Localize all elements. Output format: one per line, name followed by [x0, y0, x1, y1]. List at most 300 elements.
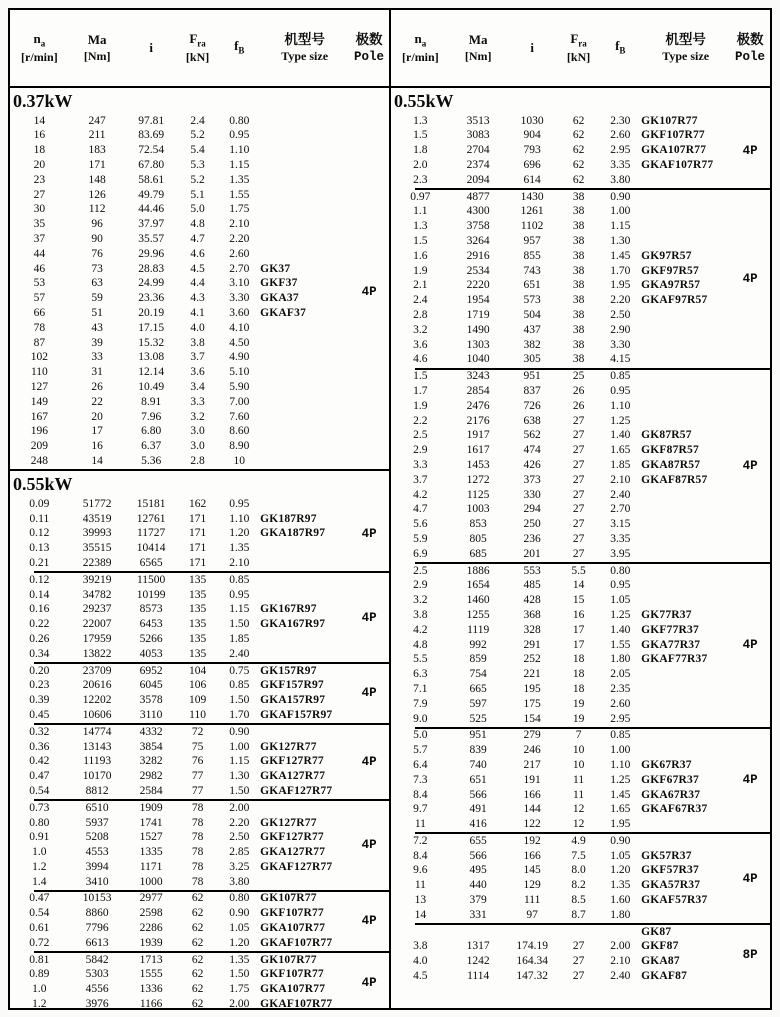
value-cell: 859	[469, 653, 487, 666]
value-cell: 0.80	[229, 114, 250, 127]
value-cell: 6.9	[413, 547, 428, 560]
value-cell: 1.1	[413, 205, 428, 218]
value-cell: 38	[572, 338, 585, 351]
value-cell: 5.2	[190, 173, 205, 186]
table-row	[391, 834, 770, 849]
table-row	[391, 532, 770, 547]
table-row	[10, 542, 389, 557]
value-cell: 39993	[82, 527, 112, 540]
value-cell: 59	[91, 292, 103, 305]
value-cell: 2.70	[610, 503, 631, 516]
value-cell: 1.80	[610, 908, 631, 921]
table-row	[391, 940, 770, 955]
table-row	[10, 588, 389, 603]
value-cell: 5.5	[571, 564, 586, 577]
value-cell: 87	[33, 336, 46, 349]
value-cell: 27	[572, 940, 585, 953]
value-cell: 754	[469, 668, 487, 681]
value-cell: 27	[572, 488, 585, 501]
value-cell: 5208	[85, 831, 109, 844]
value-cell: 38	[572, 294, 585, 307]
value-cell: 0.09	[29, 497, 50, 510]
table-row	[391, 653, 770, 668]
value-cell: 2.60	[229, 247, 250, 260]
value-cell: 171	[188, 556, 207, 569]
value-cell: 4.8	[413, 638, 428, 651]
ratio-group	[391, 370, 770, 562]
value-cell: 1.7	[413, 384, 428, 397]
value-cell: 3.80	[229, 875, 250, 888]
column-header-unit: Pole	[735, 49, 766, 64]
value-cell: 78	[191, 860, 204, 873]
value-cell: 167	[30, 410, 48, 423]
value-cell: 1.15	[229, 159, 250, 172]
value-cell: 2584	[139, 784, 163, 797]
value-cell: 3.25	[229, 860, 250, 873]
table-row	[10, 755, 389, 770]
value-cell: 3758	[466, 220, 490, 233]
table-row	[391, 429, 770, 444]
value-cell: 491	[469, 803, 487, 816]
value-cell: 38	[572, 323, 585, 336]
value-cell: 23	[33, 173, 46, 186]
table-row	[10, 114, 389, 129]
column-header-5	[641, 31, 730, 64]
value-cell: 51772	[82, 497, 112, 510]
model-name: GK57R37	[641, 849, 692, 862]
value-cell: 2.20	[610, 294, 631, 307]
value-cell: 3.35	[610, 159, 631, 172]
model-name: GKF157R97	[260, 679, 324, 692]
value-cell: 1.50	[229, 694, 250, 707]
model-name: GK37	[260, 262, 291, 275]
table-row	[10, 708, 389, 723]
value-cell: 5.0	[413, 729, 428, 742]
value-cell: 3.7	[413, 473, 428, 486]
column-header-label: Ma	[468, 31, 488, 47]
table-row	[10, 158, 389, 173]
table-row	[391, 158, 770, 173]
table-row	[391, 399, 770, 414]
value-cell: 1.75	[229, 203, 250, 216]
value-cell: 201	[523, 547, 541, 560]
value-cell: 1954	[466, 294, 490, 307]
model-name: GK77R37	[641, 608, 692, 621]
value-cell: 416	[469, 818, 487, 831]
value-cell: 2.85	[229, 846, 250, 859]
value-cell: 1.35	[229, 173, 250, 186]
value-cell: 2.1	[413, 279, 428, 292]
value-cell: 651	[469, 773, 487, 786]
value-cell: 17	[91, 425, 103, 438]
value-cell: 2704	[466, 144, 490, 157]
table-row	[391, 353, 770, 368]
model-name: GKAF77R37	[641, 653, 708, 666]
value-cell: 951	[523, 370, 541, 383]
value-cell: 1.20	[610, 864, 631, 877]
column-header-1	[69, 32, 126, 64]
value-cell: 3.0	[190, 440, 205, 453]
value-cell: 3.35	[610, 532, 631, 545]
value-cell: 426	[523, 458, 541, 471]
value-cell: 0.21	[29, 556, 50, 569]
table-row	[391, 249, 770, 264]
value-cell: 1.9	[413, 264, 428, 277]
value-cell: 0.13	[29, 542, 50, 555]
value-cell: 1119	[467, 623, 490, 636]
value-cell: 97	[526, 908, 538, 921]
model-name: GK157R97	[260, 664, 317, 677]
value-cell: 2.00	[229, 801, 250, 814]
column-header-unit: [Nm]	[464, 48, 492, 63]
model-name: GKA57R37	[641, 879, 701, 892]
table-row	[10, 395, 389, 410]
value-cell: 1.05	[229, 922, 250, 935]
value-cell: 0.39	[29, 694, 50, 707]
value-cell: 1125	[466, 488, 490, 501]
value-cell: 0.90	[229, 725, 250, 738]
value-cell: 10153	[82, 892, 112, 905]
value-cell: 10	[233, 454, 246, 467]
value-cell: 1527	[139, 831, 163, 844]
value-cell: 1000	[139, 875, 163, 888]
value-cell: 8860	[85, 907, 109, 920]
value-cell: 83.69	[138, 129, 165, 142]
value-cell: 0.23	[29, 679, 50, 692]
pole-badge: 4P	[361, 975, 377, 990]
value-cell: 0.85	[610, 729, 631, 742]
value-cell: 62	[572, 173, 585, 186]
value-cell: 27	[572, 547, 585, 560]
column-header-0	[10, 31, 69, 66]
value-cell: 76	[91, 247, 103, 260]
column-header-label: $f_B$	[234, 38, 245, 56]
column-header-label: $F_{ra}$	[189, 30, 206, 49]
value-cell: 1261	[520, 205, 544, 218]
value-cell: 11	[414, 879, 426, 892]
value-cell: 2.60	[610, 129, 631, 142]
value-cell: 2.0	[413, 159, 428, 172]
value-cell: 665	[469, 682, 487, 695]
value-cell: 5.6	[413, 518, 428, 531]
value-cell: 12.14	[138, 366, 165, 379]
value-cell: 0.90	[610, 190, 631, 203]
value-cell: 2.00	[229, 998, 250, 1008]
value-cell: 839	[469, 744, 487, 757]
value-cell: 2.40	[610, 970, 631, 983]
value-cell: 4.9	[571, 834, 586, 847]
value-cell: 1.55	[229, 188, 250, 201]
table-row	[391, 608, 770, 623]
value-cell: 3.30	[229, 292, 250, 305]
value-cell: 2534	[466, 264, 490, 277]
table-row	[10, 875, 389, 890]
power-section	[10, 88, 389, 469]
value-cell: 96	[91, 218, 103, 231]
value-cell: 1.15	[229, 603, 250, 616]
value-cell: 2854	[466, 384, 490, 397]
value-cell: 135	[188, 632, 207, 645]
value-cell: 13.08	[138, 351, 165, 364]
value-cell: 109	[188, 694, 207, 707]
table-row	[10, 306, 389, 321]
value-cell: 553	[523, 564, 541, 577]
table-row	[10, 425, 389, 440]
table-row	[391, 697, 770, 712]
value-cell: 2.4	[413, 294, 428, 307]
value-cell: 8.91	[141, 395, 162, 408]
table-row	[391, 955, 770, 970]
table-row	[10, 188, 389, 203]
value-cell: 8.4	[413, 788, 428, 801]
value-cell: 209	[30, 440, 48, 453]
column-header-unit: Type size	[662, 48, 710, 63]
value-cell: 196	[30, 425, 48, 438]
table-row	[391, 547, 770, 562]
value-cell: 1.10	[229, 512, 250, 525]
value-cell: 62	[191, 953, 204, 966]
column-header-label: $f_B$	[615, 38, 626, 56]
value-cell: 2.10	[610, 955, 631, 968]
value-cell: 0.14	[29, 588, 50, 601]
value-cell: 3410	[85, 875, 109, 888]
value-cell: 4.7	[190, 233, 205, 246]
value-cell: 15181	[136, 497, 166, 510]
value-cell: 1.8	[413, 144, 428, 157]
table-row	[10, 321, 389, 336]
value-cell: 62	[191, 998, 204, 1008]
value-cell: 0.80	[229, 892, 250, 905]
value-cell: 3282	[139, 755, 163, 768]
value-cell: 77	[191, 784, 204, 797]
table-row	[10, 366, 389, 381]
value-cell: 10.49	[138, 380, 165, 393]
value-cell: 11500	[136, 573, 166, 586]
value-cell: 1.0	[32, 983, 47, 996]
value-cell: 638	[523, 414, 541, 427]
value-cell: 24.99	[138, 277, 165, 290]
value-cell: 5.7	[413, 744, 428, 757]
value-cell: 7.2	[413, 834, 428, 847]
pole-badge: 4P	[742, 143, 758, 158]
section-title: 0.37kW	[13, 90, 73, 111]
value-cell: 2977	[139, 892, 163, 905]
value-cell: 2.70	[229, 262, 250, 275]
value-cell: 12761	[136, 512, 166, 525]
value-cell: 4.0	[190, 321, 205, 334]
value-cell: 2.20	[229, 816, 250, 829]
value-cell: 19	[572, 697, 585, 710]
model-name: GKF57R37	[641, 864, 699, 877]
value-cell: 0.73	[29, 801, 50, 814]
value-cell: 14	[33, 114, 46, 127]
value-cell: 573	[523, 294, 541, 307]
value-cell: 171	[188, 527, 207, 540]
value-cell: 211	[88, 129, 106, 142]
value-cell: 3083	[466, 129, 490, 142]
ratio-group	[10, 573, 389, 662]
table-row	[391, 264, 770, 279]
value-cell: 4.1	[190, 307, 205, 319]
value-cell: 135	[188, 588, 207, 601]
value-cell: 1255	[466, 608, 490, 621]
value-cell: 191	[523, 773, 541, 786]
value-cell: 3.2	[190, 410, 205, 423]
value-cell: 6.4	[413, 758, 428, 771]
model-name: GKF127R77	[260, 755, 324, 768]
value-cell: 13	[414, 894, 427, 907]
value-cell: 58.61	[138, 173, 165, 186]
value-cell: 2.95	[610, 712, 631, 725]
model-name: GKA157R97	[260, 694, 326, 707]
table-row	[391, 849, 770, 864]
table-row	[391, 144, 770, 159]
value-cell: 368	[523, 608, 541, 621]
value-cell: 1.2	[32, 998, 47, 1008]
value-cell: 7.00	[229, 395, 250, 408]
value-cell: 38	[572, 353, 585, 366]
value-cell: 62	[191, 907, 204, 920]
value-cell: 35515	[82, 542, 112, 555]
table-row	[10, 725, 389, 740]
value-cell: 1939	[139, 936, 163, 949]
model-name: GKA67R37	[641, 788, 701, 801]
value-cell: 2.50	[610, 309, 631, 321]
value-cell: 1.75	[229, 983, 250, 996]
table-row	[10, 860, 389, 875]
pole-badge: 4P	[742, 773, 758, 788]
value-cell: 1003	[466, 503, 490, 516]
column-header-1	[450, 32, 507, 64]
value-cell: 22007	[82, 618, 112, 631]
value-cell: 2.20	[229, 233, 250, 246]
value-cell: 19	[572, 712, 585, 725]
ratio-group	[391, 729, 770, 833]
table-row	[391, 338, 770, 353]
value-cell: 23.36	[138, 292, 165, 305]
value-cell: 0.85	[229, 679, 250, 692]
model-name: GKAF97R57	[641, 294, 708, 307]
ratio-group	[10, 892, 389, 951]
value-cell: 0.47	[29, 892, 50, 905]
value-cell: 25	[572, 370, 585, 383]
value-cell: 4.7	[413, 503, 428, 516]
table-row	[391, 503, 770, 518]
value-cell: 2.10	[229, 218, 250, 231]
value-cell: 2.10	[610, 473, 631, 486]
table-row	[10, 679, 389, 694]
value-cell: 129	[523, 879, 541, 892]
value-cell: 2.2	[413, 414, 428, 427]
value-cell: 44.46	[138, 203, 165, 216]
value-cell: 743	[523, 264, 541, 277]
model-name: GKAF37	[260, 307, 307, 319]
value-cell: 72.54	[138, 144, 165, 157]
ratio-group	[391, 564, 770, 727]
value-cell: 14	[414, 908, 427, 921]
value-cell: 57	[33, 292, 46, 305]
value-cell: 1166	[139, 998, 163, 1008]
model-name: GKAF107R77	[641, 159, 714, 172]
table-row	[10, 845, 389, 860]
value-cell: 149	[30, 395, 48, 408]
value-cell: 651	[523, 279, 541, 292]
table-row	[391, 234, 770, 249]
value-cell: 7.5	[571, 849, 586, 862]
value-cell: 1.35	[229, 542, 250, 555]
value-cell: 3.80	[610, 173, 631, 186]
value-cell: 726	[523, 399, 541, 412]
model-name: GK67R37	[641, 758, 692, 771]
value-cell: 16	[33, 129, 46, 142]
value-cell: 1490	[466, 323, 490, 336]
value-cell: 20616	[82, 679, 112, 692]
value-cell: 20.19	[138, 307, 165, 319]
table-row	[10, 997, 389, 1008]
table-row	[10, 968, 389, 983]
value-cell: 27	[572, 970, 585, 983]
value-cell: 38	[572, 220, 585, 233]
value-cell: 37	[33, 233, 46, 246]
table-row	[391, 803, 770, 818]
value-cell: 1030	[520, 114, 544, 127]
value-cell: 90	[91, 233, 103, 246]
model-name: GK97R57	[641, 249, 692, 262]
value-cell: 855	[523, 249, 541, 262]
table-row	[10, 292, 389, 307]
value-cell: 166	[523, 849, 541, 862]
value-cell: 135	[188, 573, 207, 586]
ratio-group	[391, 925, 770, 984]
value-cell: 3.2	[413, 594, 428, 607]
value-cell: 221	[523, 668, 541, 681]
value-cell: 2.9	[413, 579, 428, 592]
value-cell: 485	[523, 579, 541, 592]
model-name: GK107R77	[260, 953, 317, 966]
value-cell: 7.1	[413, 682, 428, 695]
value-cell: 3578	[139, 694, 163, 707]
value-cell: 0.12	[29, 573, 50, 586]
value-cell: 1.15	[610, 220, 631, 233]
value-cell: 4.90	[229, 351, 250, 364]
value-cell: 1917	[466, 429, 490, 442]
value-cell: 8.5	[571, 894, 586, 907]
value-cell: 162	[188, 497, 207, 510]
value-cell: 373	[523, 473, 541, 486]
value-cell: 34782	[82, 588, 112, 601]
value-cell: 740	[469, 758, 487, 771]
value-cell: 428	[523, 594, 541, 607]
value-cell: 2.8	[190, 454, 205, 467]
value-cell: 5.0	[190, 203, 205, 216]
value-cell: 5.9	[413, 532, 428, 545]
value-cell: 27	[572, 444, 585, 457]
value-cell: 8.7	[571, 908, 586, 921]
value-cell: 5266	[139, 632, 163, 645]
model-name: GK87R57	[641, 429, 692, 442]
value-cell: 102	[30, 351, 48, 364]
value-cell: 4.5	[190, 262, 205, 275]
value-cell: 250	[523, 518, 541, 531]
table-row	[10, 440, 389, 455]
value-cell: 126	[88, 188, 106, 201]
value-cell: 26	[572, 399, 585, 412]
value-cell: 110	[30, 366, 48, 379]
value-cell: 1.45	[610, 249, 631, 262]
value-cell: 6613	[85, 936, 109, 949]
value-cell: 3.8	[413, 940, 428, 953]
value-cell: 3.4	[190, 380, 205, 393]
